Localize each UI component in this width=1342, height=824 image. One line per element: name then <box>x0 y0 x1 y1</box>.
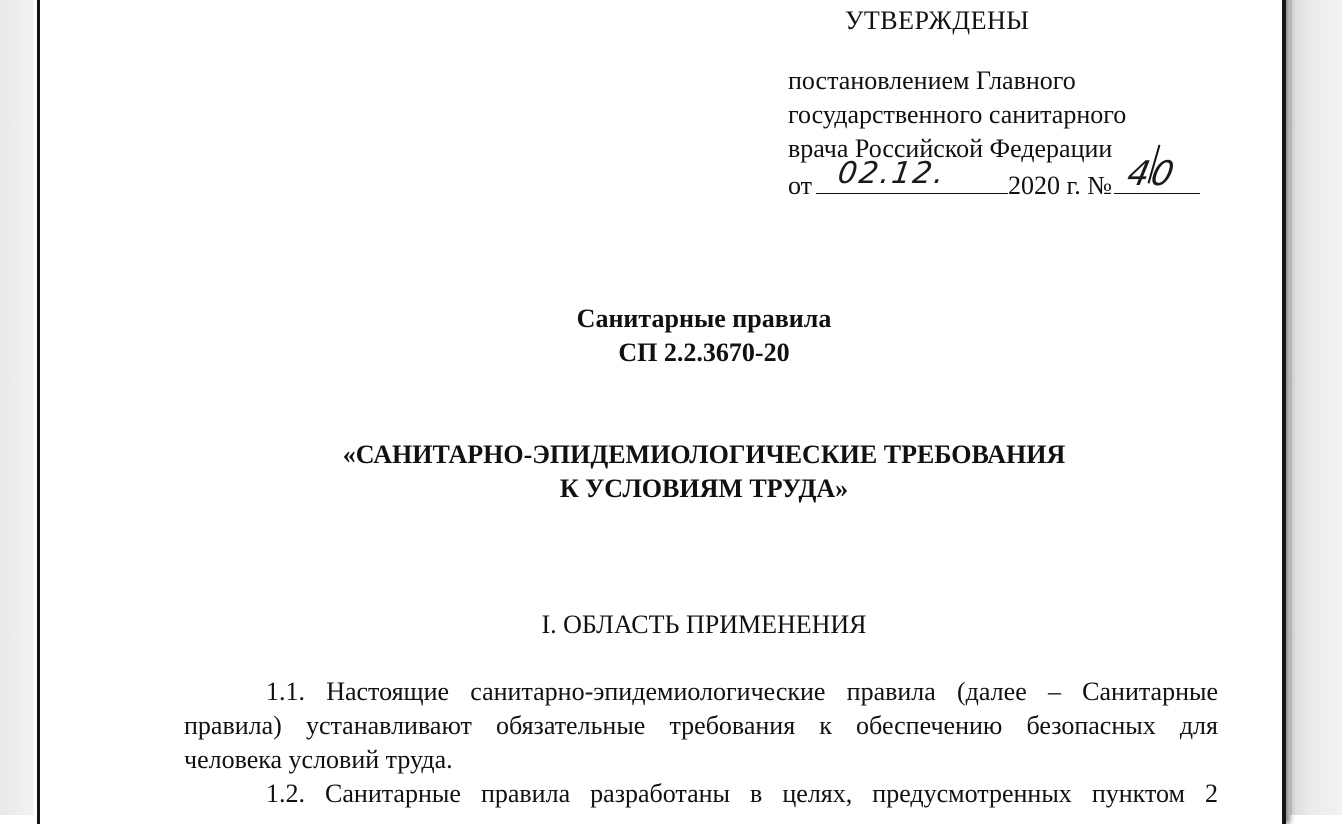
paragraph-1-1-line-3: человека условий труда. <box>184 745 453 774</box>
date-prefix: от <box>788 171 813 200</box>
number-blank <box>1114 154 1200 194</box>
decree-line-3: врача Российской Федерации <box>788 134 1113 163</box>
handwritten-number: 40 <box>1123 154 1180 194</box>
approved-stamp-label: УТВЕРЖДЕНЫ <box>845 6 1030 35</box>
document-title-line-1: «САНИТАРНО-ЭПИДЕМИОЛОГИЧЕСКИЕ ТРЕБОВАНИЯ <box>342 440 1066 469</box>
viewer-left-gutter <box>0 0 34 815</box>
section-heading: I. ОБЛАСТЬ ПРИМЕНЕНИЯ <box>541 610 867 639</box>
document-title-line-2: К УСЛОВИЯМ ТРУДА» <box>559 474 849 503</box>
document-type: Санитарные правила <box>576 304 832 333</box>
decree-date-line <box>788 154 1200 203</box>
paragraph-1-1-line-1: 1.1. Настоящие санитарно-эпидемиологические правила (далее – Санитарные <box>266 677 1218 706</box>
document-page <box>37 0 1286 824</box>
document-code: СП 2.2.3670-20 <box>618 338 790 367</box>
paragraph-1-1-line-2: правила) устанавливают обязательные требования к обеспечению безопасных для <box>184 711 1218 740</box>
year-and-number-label: 2020 г. № <box>1008 171 1113 200</box>
decree-line-1: постановлением Главного <box>788 66 1076 95</box>
decree-line-2: государственного санитарного <box>788 100 1127 129</box>
viewer-scroll-gutter[interactable] <box>1290 0 1342 815</box>
date-blank <box>816 156 1008 194</box>
paragraph-1-2-line-1: 1.2. Санитарные правила разработаны в целях, предусмотренных пунктом 2 <box>266 779 1218 808</box>
handwritten-date: 02.12. <box>835 156 948 191</box>
